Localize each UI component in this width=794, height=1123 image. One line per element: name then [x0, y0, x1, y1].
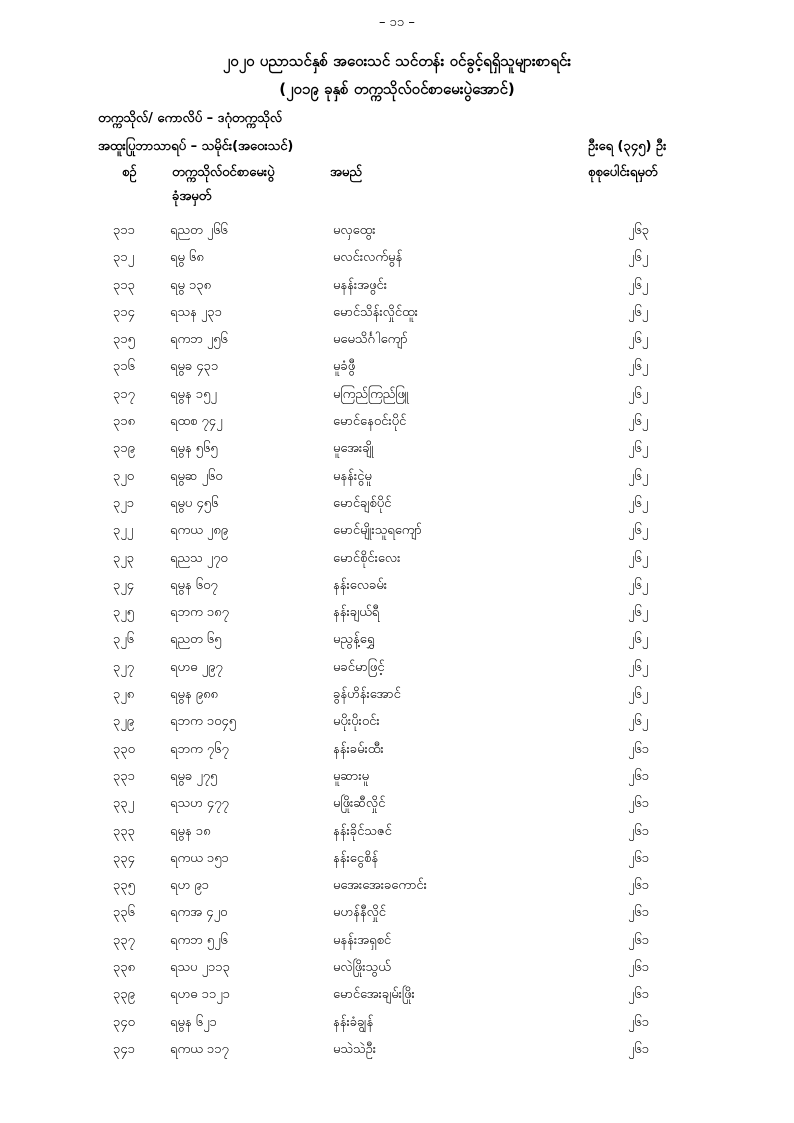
row-number: ၃၂၉: [113, 714, 135, 730]
table-row: [0, 222, 794, 249]
row-number: ၃၁၉: [113, 441, 135, 457]
table-row: [0, 768, 794, 795]
row-name: မောင်နေဝင်းပိုင်: [333, 414, 407, 430]
row-marks: ၂၆၁: [628, 1014, 650, 1030]
table-row: [0, 277, 794, 304]
row-name: မပိုးပိုးဝင်း: [333, 714, 380, 730]
row-marks: ၂၆၂: [628, 250, 649, 266]
table-row: [0, 550, 794, 577]
row-marks: ၂၆၂: [628, 523, 649, 539]
row-name: မူအေးချို: [333, 441, 374, 457]
table-row: [0, 795, 794, 822]
row-marks: ၂၆၁: [628, 932, 650, 948]
row-number: ၃၃၇: [113, 932, 135, 948]
row-roll-number: ရဘက ၁၈၇: [170, 605, 229, 621]
row-number: ၃၁၈: [113, 414, 136, 430]
row-name: မလှထွေး: [333, 223, 376, 238]
row-roll-number: ရမွခ ၄၃၁: [170, 359, 219, 375]
row-roll-number: ရကဘ ၅၂၆: [170, 932, 228, 948]
student-count: ဦးရေ (၃၄၅) ဦး: [588, 139, 667, 154]
row-marks: ၂၆၂: [628, 359, 649, 375]
row-roll-number: ရမွန ၆၀၇: [170, 577, 218, 593]
row-number: ၃၄၁: [113, 1041, 135, 1057]
row-name: မောင်ချစ်ပိုင်: [333, 495, 392, 511]
row-name: နန်းလေခမ်း: [333, 577, 388, 593]
row-marks: ၂၆၂: [628, 659, 649, 675]
row-name: မဖြိုးဆီလှိုင်: [333, 796, 386, 812]
row-name: မနန်းအဖွင်း: [333, 277, 388, 293]
row-name: မောင်အေးချမ်းဖြိုး: [333, 987, 415, 1003]
row-name: နန်းခိုင်သဇင်: [333, 823, 392, 839]
row-marks: ၂၆၂: [628, 495, 649, 511]
row-number: ၃၁၁: [113, 223, 135, 238]
row-name: မဟန်နီလှိုင်: [333, 905, 387, 921]
row-name: နန်းခမ်းထီး: [333, 741, 384, 757]
row-number: ၃၃၀: [113, 741, 135, 757]
row-marks: ၂၆၁: [628, 796, 650, 812]
row-marks: ၂၆၂: [628, 386, 649, 402]
row-name: မောင်သိန်းလှိုင်ထူး: [333, 304, 418, 320]
table-row: [0, 413, 794, 440]
table-row: [0, 577, 794, 604]
row-name: မူခံဖွီ: [333, 359, 356, 375]
row-number: ၃၁၅: [113, 332, 135, 348]
row-marks: ၂၆၁: [628, 1041, 650, 1057]
row-marks: ၂၆၂: [628, 468, 649, 484]
row-roll-number: ရဘက ၁၀၄၅: [170, 714, 237, 730]
row-roll-number: ရသပ ၂၁၁၃: [170, 960, 230, 976]
table-row: [0, 850, 794, 877]
row-marks: ၂၆၂: [628, 577, 649, 593]
row-marks: ၂၆၂: [628, 441, 649, 457]
table-row: [0, 659, 794, 686]
student-list: [0, 222, 794, 1068]
table-row: [0, 495, 794, 522]
row-marks: ၂၆၁: [628, 878, 650, 894]
row-number: ၃၁၇: [113, 386, 135, 402]
row-marks: ၂၆၂: [628, 550, 649, 566]
row-roll-number: ရမွန ၁၅၂: [170, 386, 217, 402]
row-roll-number: ရညတ ၆၅: [170, 632, 222, 648]
table-row: [0, 304, 794, 331]
row-roll-number: ရမွ ၁၃၈: [170, 277, 212, 293]
row-roll-number: ရသန ၂၃၁: [170, 304, 222, 320]
row-number: ၃၂၁: [113, 495, 135, 511]
row-number: ၃၂၂: [113, 523, 134, 539]
table-row: [0, 741, 794, 768]
row-name: မညွန့်ရွှေ: [333, 632, 375, 648]
row-marks: ၂၆၂: [628, 605, 649, 621]
row-roll-number: ရမွခ ၂၇၅: [170, 768, 218, 784]
row-name: မူဆားမူ: [333, 768, 370, 784]
row-roll-number: ရဟဓ ၂၉၇: [170, 659, 223, 675]
row-name: နန်းငွေစိန်: [333, 850, 379, 866]
table-row: [0, 468, 794, 495]
row-name: မသဲသဲဦး: [333, 1041, 377, 1057]
row-roll-number: ရထစ ၇၄၂: [170, 414, 223, 430]
column-header-roll-line2: ခုံအမှတ်: [172, 189, 212, 204]
row-marks: ၂၆၂: [628, 277, 649, 293]
row-number: ၃၂၄: [113, 577, 135, 593]
row-number: ၃၁၆: [113, 359, 135, 375]
row-roll-number: ရမွဆ ၂၆၀: [170, 468, 223, 484]
row-number: ၃၁၃: [113, 277, 135, 293]
row-name: မနန်းအရှစင်: [333, 932, 392, 948]
row-marks: ၂၆၂: [628, 332, 649, 348]
row-name: မအေးအေးခကောင်း: [333, 878, 427, 894]
table-row: [0, 331, 794, 358]
row-roll-number: ရညတ ၂၆၆: [170, 223, 228, 238]
row-marks: ၂၆၂: [628, 304, 649, 320]
row-marks: ၂၆၁: [628, 823, 650, 839]
row-marks: ၂၆၁: [628, 768, 650, 784]
row-roll-number: ရမွန ၆၂၁: [170, 1014, 217, 1030]
major-line: အထူးပြုဘာသာရပ် – သမိုင်း(အဝေးသင်): [98, 139, 294, 154]
row-name: ခွန်ဟိန်းအောင်: [333, 687, 401, 703]
row-marks: ၂၆၁: [628, 850, 650, 866]
row-name: မနန်းငွဲမူ: [333, 468, 372, 484]
row-number: ၃၃၆: [113, 905, 135, 921]
row-number: ၃၃၅: [113, 878, 135, 894]
table-row: [0, 686, 794, 713]
row-roll-number: ရကယ ၂၈၉: [170, 523, 229, 539]
row-roll-number: ရဟဓ ၁၁၂၁: [170, 987, 230, 1003]
row-roll-number: ရကအ ၄၂၀: [170, 905, 228, 921]
row-number: ၃၂၅: [113, 605, 135, 621]
row-number: ၃၂၃: [113, 550, 135, 566]
row-roll-number: ရမွန ၁၈: [170, 823, 211, 839]
table-row: [0, 1014, 794, 1041]
table-row: [0, 249, 794, 276]
row-number: ၃၃၂: [113, 796, 135, 812]
table-row: [0, 631, 794, 658]
table-row: [0, 440, 794, 467]
row-number: ၃၁၂: [113, 250, 135, 266]
row-roll-number: ရဟ ၉၁: [170, 878, 209, 894]
row-roll-number: ရမွန ၉၈၈: [170, 687, 218, 703]
row-name: နန်းချယ်ရီ: [333, 605, 380, 621]
row-roll-number: ရမွ ၆၈: [170, 250, 204, 266]
row-roll-number: ရညသ ၂၇၀: [170, 550, 228, 566]
table-row: [0, 713, 794, 740]
row-marks: ၂၆၃: [628, 223, 650, 238]
document-subtitle: (၂၀၁၉ ခုနှစ် တက္ကသိုလ်ဝင်စာမေးပွဲအောင်): [279, 80, 515, 98]
column-header-no: စဉ်: [122, 165, 137, 180]
row-name: မလင်းလက်မွန်: [333, 250, 403, 266]
row-marks: ၂၆၂: [628, 714, 649, 730]
row-name: နန်းခံချွန်: [333, 1014, 374, 1030]
row-number: ၃၄၀: [113, 1014, 135, 1030]
page-number: – ၁၁ –: [379, 15, 415, 30]
row-number: ၃၂၀: [113, 468, 135, 484]
row-number: ၃၃၁: [113, 768, 135, 784]
row-roll-number: ရဘက ၇၆၇: [170, 741, 229, 757]
row-number: ၃၁၄: [113, 304, 135, 320]
table-row: [0, 1041, 794, 1068]
table-row: [0, 522, 794, 549]
row-number: ၃၃၈: [113, 960, 136, 976]
university-line: တက္ကသိုလ်/ ကောလိပ် – ဒဂုံတက္ကသိုလ်: [98, 111, 283, 126]
row-roll-number: ရကဘ ၂၅၆: [170, 332, 228, 348]
row-marks: ၂၆၂: [628, 687, 649, 703]
table-row: [0, 877, 794, 904]
row-number: ၃၃၄: [113, 850, 135, 866]
row-name: မခင်မာဖြင့်: [333, 659, 385, 675]
column-header-marks: စုစုပေါင်းရမှတ်: [588, 165, 658, 180]
row-number: ၃၂၇: [113, 659, 135, 675]
row-marks: ၂၆၁: [628, 960, 650, 976]
table-row: [0, 386, 794, 413]
row-name: မမေသိင်္ဂါကျော်: [333, 332, 408, 348]
row-name: မကြည်ကြည်ဖြူ: [333, 386, 409, 402]
row-name: မောင်စိုင်းလေး: [333, 550, 401, 566]
column-header-roll: တက္ကသိုလ်ဝင်စာမေးပွဲ: [172, 165, 275, 180]
row-marks: ၂၆၁: [628, 987, 650, 1003]
table-row: [0, 358, 794, 385]
row-marks: ၂၆၁: [628, 905, 650, 921]
row-roll-number: ရကယ ၁၁၇: [170, 1041, 229, 1057]
table-row: [0, 604, 794, 631]
table-row: [0, 904, 794, 931]
table-row: [0, 823, 794, 850]
row-number: ၃၂၆: [113, 632, 135, 648]
row-marks: ၂၆၂: [628, 414, 649, 430]
row-number: ၃၃၃: [113, 823, 135, 839]
row-roll-number: ရမွန ၅၆၅: [170, 441, 218, 457]
row-roll-number: ရသဟ ၄၇၇: [170, 796, 229, 812]
column-header-name: အမည်: [330, 165, 362, 180]
table-row: [0, 986, 794, 1013]
row-marks: ၂၆၂: [628, 632, 649, 648]
row-number: ၃၃၉: [113, 987, 135, 1003]
row-roll-number: ရကယ ၁၅၁: [170, 850, 229, 866]
row-number: ၃၂၈: [113, 687, 135, 703]
row-marks: ၂၆၁: [628, 741, 650, 757]
row-name: မလဲဖြိုးသွယ်: [333, 960, 391, 976]
row-name: မောင်မျိုးသူရကျော်: [333, 523, 422, 539]
table-row: [0, 932, 794, 959]
row-roll-number: ရမွပ ၄၅၆: [170, 495, 219, 511]
table-row: [0, 959, 794, 986]
document-title: ၂၀၂၀ ပညာသင်နှစ် အဝေးသင် သင်တန်း ဝင်ခွင့်ရရှိသူများစာရင်း: [222, 52, 572, 70]
